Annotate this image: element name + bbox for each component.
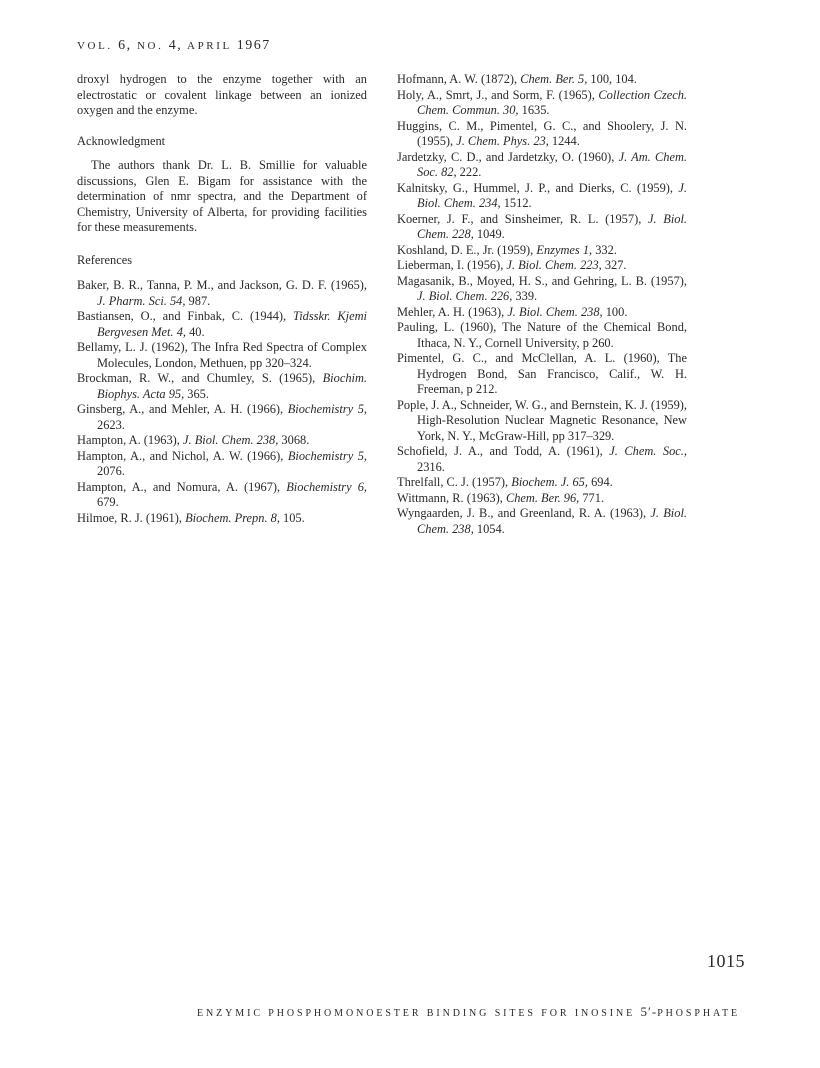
reference-entry: Ginsberg, A., and Mehler, A. H. (1966), Biochemistry 5, 2623. <box>77 402 367 432</box>
reference-entry: Baker, B. R., Tanna, P. M., and Jackson, G. D. F. (1965), J. Pharm. Sci. 54, 987. <box>77 278 367 308</box>
reference-entry: Pople, J. A., Schneider, W. G., and Bernstein, K. J. (1959), High-Resolution Nuclear Magnetic Resonance, New York, N. Y., McGraw-Hill, pp 317–329. <box>397 397 687 443</box>
left-column <box>77 72 367 526</box>
reference-entry: Kalnitsky, G., Hummel, J. P., and Dierks, C. (1959), J. Biol. Chem. 234, 1512. <box>397 180 687 210</box>
reference-entry: Bastiansen, O., and Finbak, C. (1944), Tidsskr. Kjemi Bergvesen Met. 4, 40. <box>77 309 367 339</box>
running-head-no-number: 4, <box>168 38 183 53</box>
running-head-month: APRIL <box>187 40 232 52</box>
reference-entry: Lieberman, I. (1956), J. Biol. Chem. 223, 327. <box>397 258 627 272</box>
acknowledgment-heading: Acknowledgment <box>77 133 166 148</box>
reference-entry: Huggins, C. M., Pimentel, G. C., and Shoolery, J. N. (1955), J. Chem. Phys. 23, 1244. <box>397 118 687 148</box>
reference-entry: Pauling, L. (1960), The Nature of the Chemical Bond, Ithaca, N. Y., Cornell University, p 260. <box>397 320 687 350</box>
right-reference-list <box>397 72 687 537</box>
reference-entry: Hofmann, A. W. (1872), Chem. Ber. 5, 100, 104. <box>397 72 637 86</box>
reference-entry: Pimentel, G. C., and McClellan, A. L. (1960), The Hydrogen Bond, San Francisco, Calif., W. H. Freeman, p 212. <box>397 351 687 396</box>
reference-entry: Hampton, A., and Nichol, A. W. (1966), Biochemistry 5, 2076. <box>77 448 367 478</box>
right-column <box>397 72 687 537</box>
running-head-no: NO. <box>136 40 164 52</box>
reference-entry: Hilmoe, R. J. (1961), Biochem. Prepn. 8, 105. <box>77 510 305 525</box>
reference-entry: Bellamy, L. J. (1962), The Infra Red Spectra of Complex Molecules, London, Methuen, pp 320–324. <box>77 340 367 370</box>
running-foot-position: 5′- <box>640 1004 658 1019</box>
running-foot-title: ENZYMIC PHOSPHOMONOESTER BINDING SITES FOR INOSINE <box>197 1008 636 1019</box>
running-foot-suffix: PHOSPHATE <box>657 1008 740 1019</box>
reference-entry: Threlfall, C. J. (1957), Biochem. J. 65, 694. <box>397 475 613 489</box>
reference-entry: Wittmann, R. (1963), Chem. Ber. 96, 771. <box>397 490 605 505</box>
reference-entry: Hampton, A., and Nomura, A. (1967), Biochemistry 6, 679. <box>77 479 367 509</box>
reference-entry: Jardetzky, C. D., and Jardetzky, O. (1960), J. Am. Chem. Soc. 82, 222. <box>397 149 687 179</box>
running-foot <box>0 1004 740 1020</box>
continuation-paragraph: droxyl hydrogen to the enzyme together with an electrostatic or covalent linkage between an ionized oxygen and the enzyme. <box>77 72 367 117</box>
reference-entry: Holy, A., Smrt, J., and Sorm, F. (1965), Collection Czech. Chem. Commun. 30, 1635. <box>397 87 687 117</box>
page-number: 1015 <box>707 951 745 971</box>
reference-entry: Brockman, R. W., and Chumley, S. (1965), Biochim. Biophys. Acta 95, 365. <box>77 371 367 401</box>
reference-entry: Magasanik, B., Moyed, H. S., and Gehring, L. B. (1957), J. Biol. Chem. 226, 339. <box>397 273 687 303</box>
left-reference-list <box>77 278 367 526</box>
running-head-vol-number: 6, <box>118 38 132 53</box>
reference-entry: Koerner, J. F., and Sinsheimer, R. L. (1957), J. Biol. Chem. 228, 1049. <box>397 211 687 241</box>
reference-entry: Schofield, J. A., and Todd, A. (1961), J. Chem. Soc., 2316. <box>397 444 687 474</box>
running-head-vol: VOL. <box>77 40 113 52</box>
reference-entry: Hampton, A. (1963), J. Biol. Chem. 238, 3068. <box>77 433 310 447</box>
running-head <box>77 38 271 54</box>
references-heading: References <box>77 252 133 267</box>
reference-entry: Mehler, A. H. (1963), J. Biol. Chem. 238, 100. <box>397 304 628 319</box>
acknowledgment-paragraph: The authors thank Dr. L. B. Smillie for valuable discussions, Glen E. Bigam for assistance with the determination of nmr spectra, and the Department of Chemistry, University of Alberta, for providing facilities for these measurements. <box>77 158 367 234</box>
reference-entry: Wyngaarden, J. B., and Greenland, R. A. (1963), J. Biol. Chem. 238, 1054. <box>397 506 687 536</box>
running-head-year: 1967 <box>236 38 271 53</box>
reference-entry: Koshland, D. E., Jr. (1959), Enzymes 1, 332. <box>397 242 617 257</box>
